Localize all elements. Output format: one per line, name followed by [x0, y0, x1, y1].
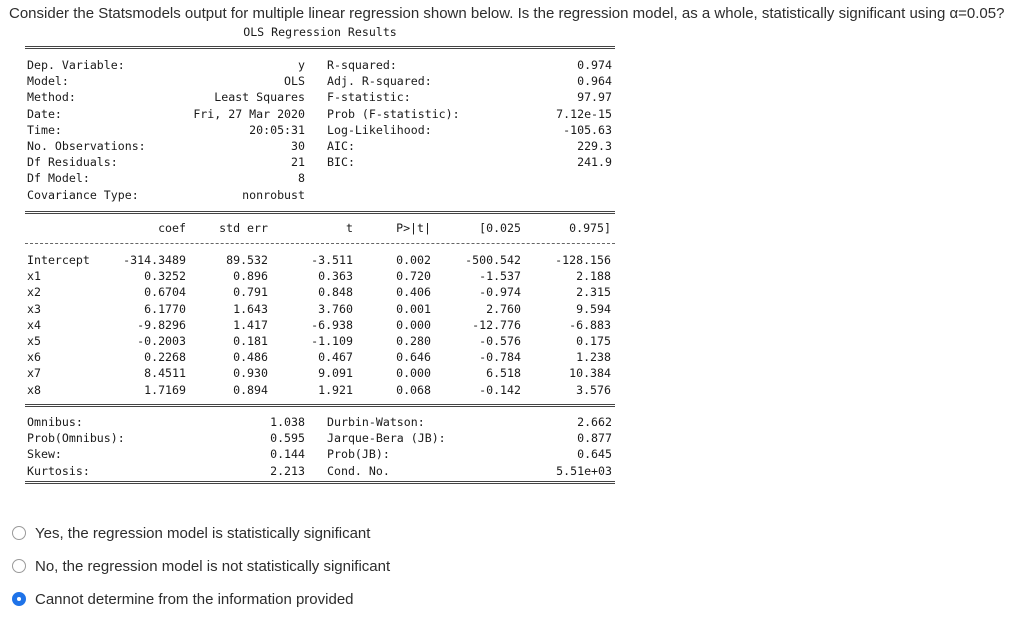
coef-cell: 0.791: [233, 285, 268, 300]
coef-cell: -0.576: [479, 334, 521, 348]
coef-row-name: x2: [27, 285, 41, 300]
coef-cell: 1.238: [576, 350, 611, 365]
coef-cell: 1.7169: [144, 382, 186, 397]
coef-row-name: x7: [27, 366, 41, 381]
coef-cell: 0.406: [396, 285, 431, 300]
diag-label: Durbin-Watson:: [327, 415, 425, 429]
coef-cell: 0.363: [318, 269, 353, 284]
info-value: 30: [291, 139, 305, 153]
stat-label: AIC:: [327, 139, 355, 153]
coef-cell: -0.784: [479, 350, 521, 365]
coef-cell: 2.188: [576, 269, 611, 284]
coef-cell: 9.594: [576, 301, 611, 316]
diag-value: 2.213: [270, 463, 305, 478]
info-value: OLS: [284, 74, 305, 89]
answer-option-3[interactable]: [12, 588, 354, 610]
coef-cell: 6.518: [486, 366, 521, 381]
coef-column-header: t: [346, 221, 353, 235]
separator-diag-top: [25, 404, 615, 407]
radio-unselected-icon[interactable]: [12, 559, 26, 573]
coef-cell: -12.776: [472, 317, 521, 332]
coef-row-name: x8: [27, 382, 41, 397]
diag-value: 5.51e+03: [556, 463, 612, 478]
coef-cell: -9.8296: [137, 317, 186, 332]
coef-cell: 0.000: [396, 366, 431, 381]
stat-label: Adj. R-squared:: [327, 74, 432, 89]
coef-cell: -1.109: [311, 334, 353, 348]
coef-cell: -128.156: [555, 253, 611, 267]
diag-value: 0.877: [577, 431, 612, 446]
info-label: Dep. Variable:: [27, 58, 125, 72]
diag-value: 0.144: [270, 447, 305, 462]
stat-value: 7.12e-15: [556, 106, 612, 121]
coef-cell: -1.537: [479, 269, 521, 284]
answer-option-label: No, the regression model is not statistically significant: [35, 557, 391, 575]
info-value: 21: [291, 155, 305, 170]
coef-cell: 3.576: [576, 382, 611, 397]
coef-cell: 89.532: [226, 253, 268, 267]
info-label: Date:: [27, 106, 62, 121]
answer-option-label: Cannot determine from the information provided: [35, 590, 354, 608]
coef-cell: -314.3489: [123, 253, 186, 267]
radio-selected-icon[interactable]: [12, 592, 26, 606]
info-value: 20:05:31: [249, 122, 305, 137]
diag-label: Cond. No.: [327, 463, 390, 478]
coef-cell: 1.921: [318, 382, 353, 397]
stat-label: Prob (F-statistic):: [327, 106, 460, 121]
ols-regression-results: [25, 23, 615, 493]
coef-cell: -500.542: [465, 253, 521, 267]
diag-label: Kurtosis:: [27, 463, 90, 478]
coef-cell: 10.384: [569, 366, 611, 381]
coef-cell: 0.280: [396, 334, 431, 348]
coef-cell: 0.175: [576, 334, 611, 348]
coef-cell: 0.002: [396, 253, 431, 267]
info-value: y: [298, 58, 305, 72]
coef-column-header: std err: [219, 221, 268, 235]
coef-column-header: [0.025: [479, 221, 521, 235]
info-label: Covariance Type:: [27, 187, 139, 202]
radio-unselected-icon[interactable]: [12, 526, 26, 540]
stat-label: BIC:: [327, 155, 355, 170]
stat-label: R-squared:: [327, 58, 397, 72]
stat-value: 229.3: [577, 139, 612, 153]
coef-row-name: x3: [27, 301, 41, 316]
info-label: No. Observations:: [27, 139, 146, 153]
coef-cell: 1.643: [233, 301, 268, 316]
coef-row-name: Intercept: [27, 253, 90, 267]
coef-row-name: x4: [27, 317, 41, 332]
coef-cell: 0.068: [396, 382, 431, 397]
coef-cell: 0.720: [396, 269, 431, 284]
answer-option-1[interactable]: [12, 522, 370, 544]
diag-value: 1.038: [270, 415, 305, 429]
ols-title: OLS Regression Results: [243, 25, 397, 39]
stat-label: Log-Likelihood:: [327, 122, 432, 137]
coef-cell: 0.181: [233, 334, 268, 348]
stat-value: -105.63: [563, 122, 612, 137]
info-label: Df Residuals:: [27, 155, 118, 170]
coef-row-name: x1: [27, 269, 41, 284]
coef-cell: 0.467: [318, 350, 353, 365]
coef-cell: 0.896: [233, 269, 268, 284]
diag-label: Omnibus:: [27, 415, 83, 429]
coef-cell: 0.486: [233, 350, 268, 365]
coef-cell: 9.091: [318, 366, 353, 381]
answer-option-2[interactable]: [12, 555, 390, 577]
coef-cell: 0.000: [396, 317, 431, 332]
question-text: Consider the Statsmodels output for multiple linear regression shown below. Is the regression model, as a whole, statistically significant using α=0.05?: [9, 5, 1005, 22]
coef-cell: 0.894: [233, 382, 268, 397]
stat-value: 0.964: [577, 74, 612, 89]
coef-cell: 0.646: [396, 350, 431, 365]
coef-cell: -0.974: [479, 285, 521, 300]
info-label: Method:: [27, 90, 76, 105]
info-label: Time:: [27, 122, 62, 137]
answer-option-label: Yes, the regression model is statistically significant: [35, 524, 371, 542]
coef-cell: -0.2003: [137, 334, 186, 348]
diag-label: Prob(Omnibus):: [27, 431, 125, 446]
info-label: Df Model:: [27, 171, 90, 186]
coef-cell: 0.2268: [144, 350, 186, 365]
coef-column-header: 0.975]: [569, 221, 611, 235]
diag-label: Skew:: [27, 447, 62, 462]
coef-cell: 0.6704: [144, 285, 186, 300]
coef-cell: 3.760: [318, 301, 353, 316]
info-value: nonrobust: [242, 187, 305, 202]
stat-value: 0.974: [577, 58, 612, 72]
stat-label: F-statistic:: [327, 90, 411, 105]
info-value: Least Squares: [214, 90, 305, 105]
coef-cell: 6.1770: [144, 301, 186, 316]
diag-value: 0.595: [270, 431, 305, 446]
coef-cell: 0.930: [233, 366, 268, 381]
diag-label: Jarque-Bera (JB):: [327, 431, 446, 446]
info-value: Fri, 27 Mar 2020: [193, 106, 305, 121]
coef-cell: 0.848: [318, 285, 353, 300]
separator-coef-header: [25, 243, 615, 244]
coef-cell: 0.001: [396, 301, 431, 316]
info-label: Model:: [27, 74, 69, 89]
info-value: 8: [298, 171, 305, 186]
coef-cell: 2.315: [576, 285, 611, 300]
separator-top: [25, 46, 615, 49]
coef-cell: -6.938: [311, 317, 353, 332]
stat-value: 97.97: [577, 90, 612, 105]
coef-row-name: x6: [27, 350, 41, 365]
diag-label: Prob(JB):: [327, 447, 390, 462]
coef-cell: -6.883: [569, 317, 611, 332]
coef-cell: -0.142: [479, 382, 521, 397]
diag-value: 2.662: [577, 415, 612, 429]
stat-value: 241.9: [577, 155, 612, 170]
coef-column-header: P>|t|: [396, 221, 431, 235]
separator-bottom: [25, 481, 615, 484]
coef-cell: 8.4511: [144, 366, 186, 381]
separator-coef-top: [25, 211, 615, 214]
coef-row-name: x5: [27, 334, 41, 348]
diag-value: 0.645: [577, 447, 612, 462]
coef-cell: 2.760: [486, 301, 521, 316]
coef-cell: 1.417: [233, 317, 268, 332]
coef-column-header: coef: [158, 221, 186, 235]
coef-cell: 0.3252: [144, 269, 186, 284]
coef-cell: -3.511: [311, 253, 353, 267]
